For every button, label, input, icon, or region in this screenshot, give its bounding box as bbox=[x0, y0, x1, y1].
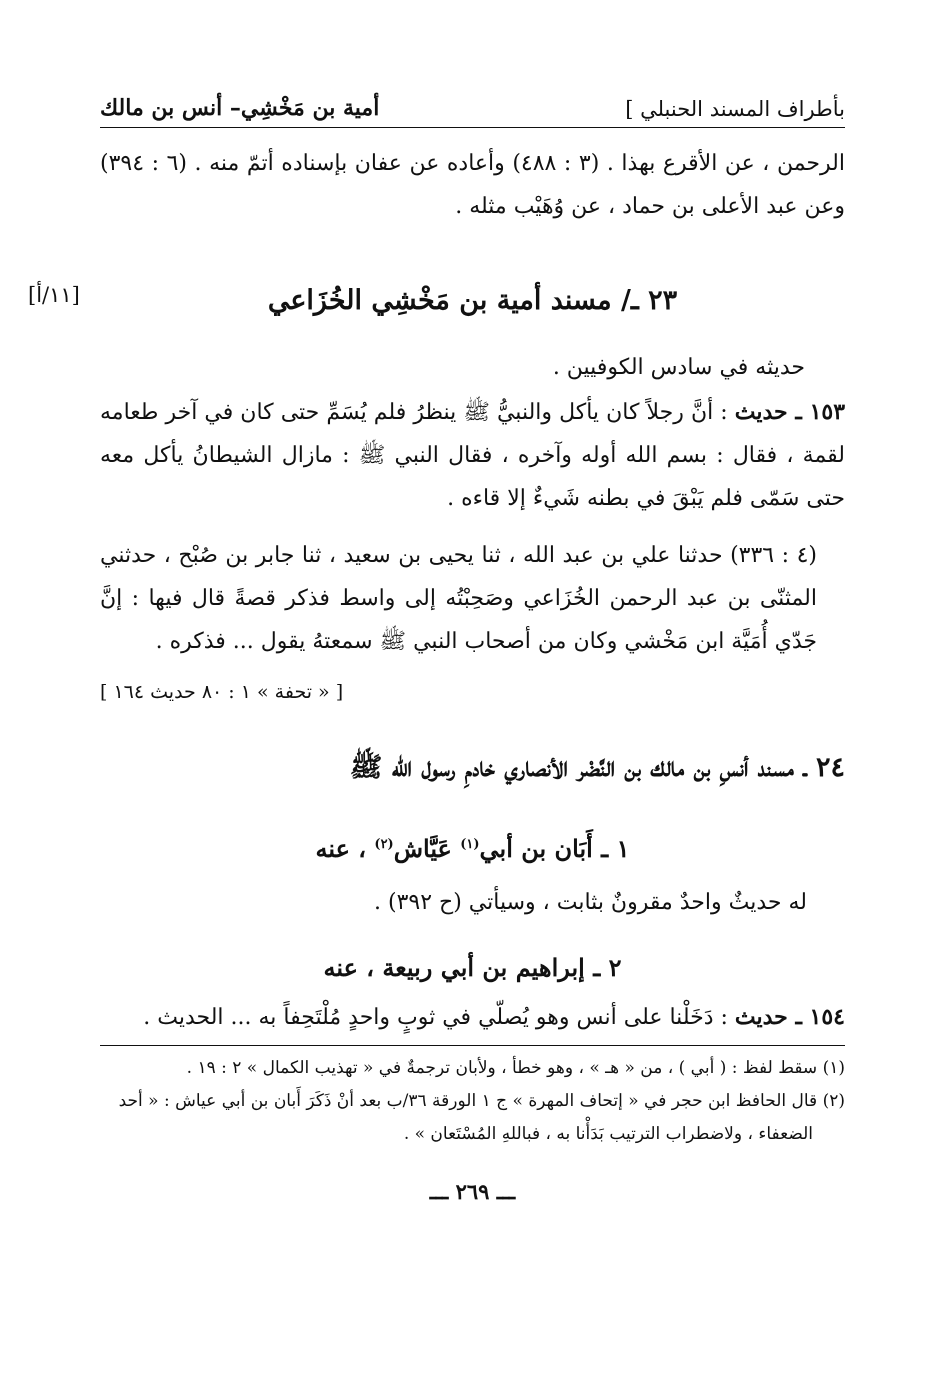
section-23-heading bbox=[28, 280, 845, 322]
footnote-2-line-2: الضعفاء ، ولاضطراب الترتيب بَدَأْنا به ، فباللهِ المُسْتَعان » . bbox=[403, 1124, 813, 1144]
hadith-153-lead: ١٥٣ ـ حديث bbox=[734, 399, 846, 425]
sub1-title-part-2: عَيَّاش bbox=[393, 834, 461, 863]
running-header bbox=[100, 95, 845, 128]
chapter-title: أمية بن مَخْشِي– أنس بن مالك bbox=[100, 95, 380, 121]
tuhfa-reference: [ « تحفة » ١ : ٨٠ حديث ١٦٤ ] bbox=[100, 681, 344, 703]
sub1-title-part-1: ١ ـ أَبَان بن أبي bbox=[479, 834, 630, 863]
book-title: بأطراف المسند الحنبلي ] bbox=[625, 97, 845, 121]
location-note: حديثه في سادس الكوفيين . bbox=[552, 355, 805, 380]
footnote-marker-1: (١) bbox=[460, 837, 480, 852]
hadith-154-text: : دَخَلْنا على أنس وهو يُصلّي في ثوبٍ واحدٍ مُلْتَحِفاً به ... الحديث . bbox=[143, 1005, 735, 1030]
footnotes bbox=[100, 1052, 845, 1151]
hadith-154-lead: ١٥٤ ـ حديث bbox=[734, 1004, 845, 1030]
footnote-marker-2: (٢) bbox=[374, 837, 394, 852]
hadith-154 bbox=[100, 996, 845, 1039]
footnote-1: (١) سقط لفظ : ( أبي ) ، من « هـ » ، وهو خطأ ، ولأبان ترجمةٌ في « تهذيب الكمال » ٢ : ١٩ . bbox=[186, 1058, 845, 1078]
hadith-153-text: : أنَّ رجلاً كان يأكل والنبيُّ ﷺ ينظرُ فلم يُسَمِّ حتى كان في آخر طعامه لقمة ، فقال : بسم الله أوله وآخره ، فقال النبي ﷺ : مازال الشيطانُ يأكل معه حتى سَمّى فلم يَبْقَ في بطنه شَيءٌ إلا قاءه . bbox=[100, 400, 845, 511]
page-number: ـــ ٢٦٩ ـــ bbox=[429, 1179, 516, 1204]
hadith-153 bbox=[100, 391, 845, 520]
subsection-1-text: له حديثٌ واحدٌ مقرونٌ بثابت ، وسيأتي (ح ٣٩٢) . bbox=[374, 890, 807, 915]
footnote-2-line-1: (٢) قال الحافظ ابن حجر في « إتحاف المهرة » ج ١ الورقة ٣٦/ب بعد أنْ ذَكَرَ أَبان بن أبي عياش : « أحد bbox=[118, 1091, 845, 1111]
intro-paragraph: الرحمن ، عن الأقرع بهذا . (٣ : ٤٨٨) وأعاده عن عفان بإسناده أتمّ منه . (٦ : ٣٩٤) وعن عبد الأعلى بن حماد ، عن وُهَيْب مثله . bbox=[100, 151, 845, 219]
subsection-2-title: ٢ ـ إبراهيم بن أبي ربيعة ، عنه bbox=[323, 953, 622, 982]
document-page bbox=[28, 95, 846, 1204]
isnad-paragraph: (٤ : ٣٣٦) حدثنا علي بن عبد الله ، ثنا يحيى بن سعيد ، ثنا جابر بن صُبْح ، حدثني المثنّى بن عبد الرحمن الخُزَاعي وصَحِبْتُه إلى واسط فذكر قصةً قال فيها : إنَّ جَدّي أُمَيَّة ابن مَخْشي وكان من أصحاب النبي ﷺ سمعتهُ يقول ... فذكره . bbox=[100, 543, 817, 654]
subsection-1-title bbox=[100, 827, 845, 867]
section-24-title: ٢٤ ـ مسند أنسِ بن مالك بن النَّضْر الأنصاري خادمِ رسول الله ﷺ bbox=[349, 752, 845, 783]
manuscript-folio-marker: [١١/أ] bbox=[28, 283, 80, 307]
footnote-divider bbox=[100, 1045, 845, 1046]
section-23-title: ٢٣ ـ/ مسند أمية بن مَخْشِي الخُزَاعي bbox=[267, 285, 678, 316]
sub1-title-part-3: ، عنه bbox=[315, 834, 375, 863]
